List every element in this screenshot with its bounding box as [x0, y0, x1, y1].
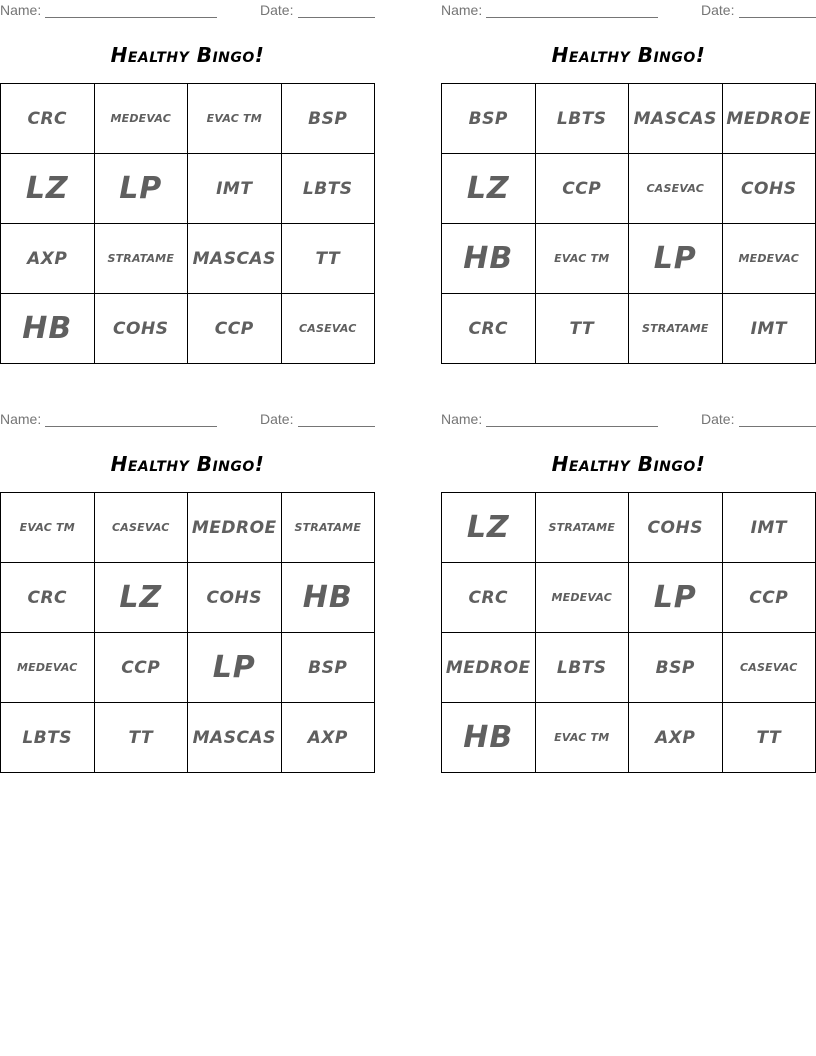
bingo-card-4: [441, 409, 816, 773]
bingo-cell: CRC: [442, 294, 536, 364]
bingo-cell: MASCAS: [188, 224, 282, 294]
date-field-line: [739, 426, 816, 427]
bingo-cell: HB: [442, 224, 536, 294]
bingo-cell: STRATAME: [95, 224, 189, 294]
card-header: [0, 2, 375, 20]
bingo-cell: LP: [629, 224, 723, 294]
name-label: Name:: [441, 2, 483, 18]
bingo-cell: CCP: [536, 154, 630, 224]
bingo-cell: IMT: [723, 493, 816, 563]
date-label: Date:: [701, 2, 735, 18]
bingo-cell: CASEVAC: [723, 633, 816, 703]
bingo-cell: TT: [723, 703, 816, 773]
bingo-cell: BSP: [629, 633, 723, 703]
bingo-cell: TT: [282, 224, 376, 294]
bingo-cell: HB: [1, 294, 95, 364]
bingo-cell: CCP: [188, 294, 282, 364]
bingo-cell: MASCAS: [629, 84, 723, 154]
bingo-cell: CRC: [442, 563, 536, 633]
bingo-cell: MEDEVAC: [723, 224, 816, 294]
date-field-line: [298, 17, 375, 18]
date-label: Date:: [260, 2, 294, 18]
name-field-line: [486, 17, 658, 18]
card-title: Healthy Bingo!: [110, 43, 265, 67]
bingo-cell: LP: [629, 563, 723, 633]
bingo-cell: TT: [95, 703, 189, 773]
bingo-cell: CCP: [95, 633, 189, 703]
bingo-grid: [441, 492, 816, 773]
bingo-cell: CRC: [1, 84, 95, 154]
bingo-cell: LBTS: [282, 154, 376, 224]
bingo-cell: BSP: [282, 633, 376, 703]
bingo-cell: COHS: [629, 493, 723, 563]
bingo-cell: CCP: [723, 563, 816, 633]
date-label: Date:: [260, 411, 294, 427]
bingo-cell: MEDROE: [188, 493, 282, 563]
bingo-grid: [441, 83, 816, 364]
card-header: [441, 411, 816, 429]
bingo-cell: EVAC TM: [1, 493, 95, 563]
bingo-cell: COHS: [188, 563, 282, 633]
bingo-cell: AXP: [282, 703, 376, 773]
bingo-cell: LBTS: [536, 84, 630, 154]
name-label: Name:: [441, 411, 483, 427]
card-title: Healthy Bingo!: [110, 452, 265, 476]
bingo-cell: LZ: [1, 154, 95, 224]
bingo-cell: EVAC TM: [536, 224, 630, 294]
bingo-card-1: [0, 0, 375, 364]
date-field-line: [298, 426, 375, 427]
bingo-cell: LBTS: [536, 633, 630, 703]
card-title: Healthy Bingo!: [551, 43, 706, 67]
bingo-cell: LP: [95, 154, 189, 224]
bingo-cell: CRC: [1, 563, 95, 633]
bingo-cell: MEDROE: [442, 633, 536, 703]
bingo-grid: [0, 83, 375, 364]
name-label: Name:: [0, 411, 42, 427]
bingo-cell: STRATAME: [282, 493, 376, 563]
date-field-line: [739, 17, 816, 18]
bingo-cell: STRATAME: [536, 493, 630, 563]
card-title: Healthy Bingo!: [551, 452, 706, 476]
bingo-cell: IMT: [188, 154, 282, 224]
bingo-cell: LZ: [95, 563, 189, 633]
bingo-cell: LP: [188, 633, 282, 703]
bingo-cell: MEDEVAC: [1, 633, 95, 703]
bingo-cell: LZ: [442, 154, 536, 224]
bingo-grid: [0, 492, 375, 773]
bingo-cell: MEDROE: [723, 84, 816, 154]
name-field-line: [45, 17, 217, 18]
date-label: Date:: [701, 411, 735, 427]
bingo-cell: BSP: [442, 84, 536, 154]
bingo-cell: CASEVAC: [282, 294, 376, 364]
bingo-card-3: [0, 409, 375, 773]
bingo-cell: HB: [442, 703, 536, 773]
bingo-cell: IMT: [723, 294, 816, 364]
name-label: Name:: [0, 2, 42, 18]
name-field-line: [486, 426, 658, 427]
bingo-cell: BSP: [282, 84, 376, 154]
bingo-cell: AXP: [1, 224, 95, 294]
bingo-cell: STRATAME: [629, 294, 723, 364]
card-header: [0, 411, 375, 429]
bingo-cell: CASEVAC: [95, 493, 189, 563]
bingo-cell: COHS: [95, 294, 189, 364]
bingo-cell: MEDEVAC: [536, 563, 630, 633]
bingo-cell: LBTS: [1, 703, 95, 773]
bingo-cell: MEDEVAC: [95, 84, 189, 154]
bingo-cell: HB: [282, 563, 376, 633]
bingo-cell: EVAC TM: [188, 84, 282, 154]
bingo-cell: CASEVAC: [629, 154, 723, 224]
card-header: [441, 2, 816, 20]
bingo-cell: MASCAS: [188, 703, 282, 773]
name-field-line: [45, 426, 217, 427]
bingo-cell: LZ: [442, 493, 536, 563]
bingo-card-2: [441, 0, 816, 364]
bingo-cell: EVAC TM: [536, 703, 630, 773]
bingo-cell: TT: [536, 294, 630, 364]
bingo-cell: AXP: [629, 703, 723, 773]
bingo-cell: COHS: [723, 154, 816, 224]
